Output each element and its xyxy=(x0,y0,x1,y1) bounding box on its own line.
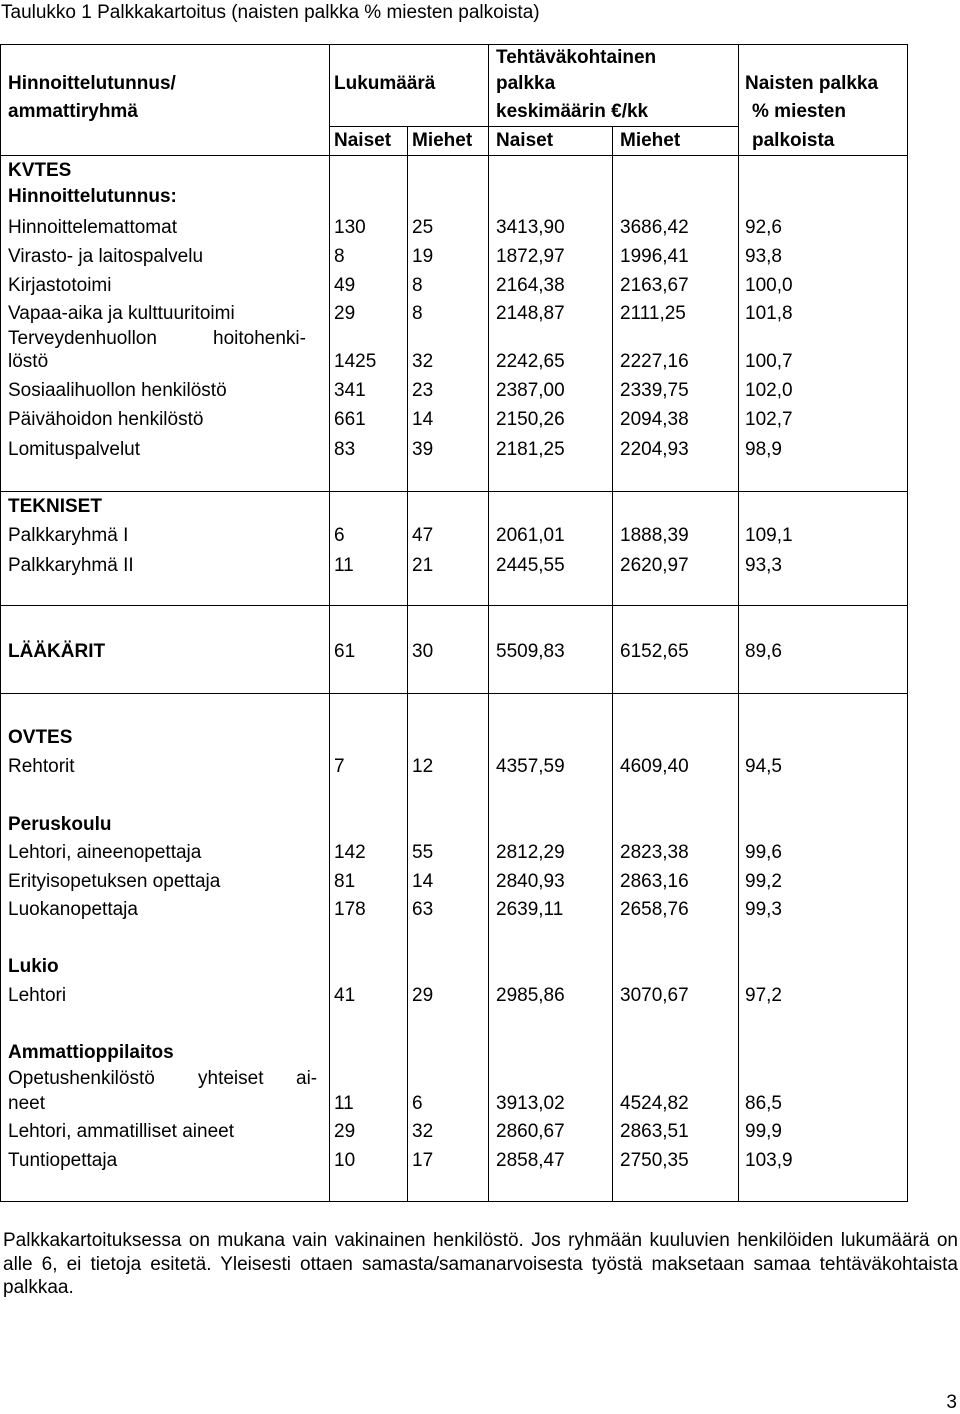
women-count: 6 xyxy=(334,525,345,546)
row-name-part: Terveydenhuollon xyxy=(8,328,157,349)
men-pay: 2163,67 xyxy=(620,275,689,296)
men-count: 30 xyxy=(412,641,434,662)
row-name: Rehtorit xyxy=(8,756,75,777)
header-pay: keskimäärin €/kk xyxy=(496,101,649,122)
men-count: 29 xyxy=(412,985,434,1006)
men-count: 21 xyxy=(412,555,434,576)
col-border xyxy=(329,44,330,1202)
row-name: löstö xyxy=(8,351,49,372)
section-heading: TEKNISET xyxy=(8,496,102,517)
header-pay: Tehtäväkohtainen xyxy=(496,47,657,68)
col-border xyxy=(612,126,613,1202)
women-pay: 2181,25 xyxy=(496,439,565,460)
men-pay: 2863,51 xyxy=(620,1121,689,1142)
women-count: 83 xyxy=(334,439,356,460)
row-name-part: yhteiset xyxy=(198,1068,264,1089)
row-name: Luokanopettaja xyxy=(8,899,138,920)
men-count: 32 xyxy=(412,351,434,372)
col-border xyxy=(0,44,1,1202)
men-count: 55 xyxy=(412,842,434,863)
pay-ratio: 92,6 xyxy=(745,217,782,238)
col-border xyxy=(407,126,408,1202)
row-name-part: hoitohenki- xyxy=(213,328,306,349)
table-caption: Taulukko 1 Palkkakartoitus (naisten palkka % miesten palkoista) xyxy=(1,2,540,23)
col-border xyxy=(488,44,489,1202)
row-name: Hinnoittelemattomat xyxy=(8,217,177,238)
men-pay: 2658,76 xyxy=(620,899,689,920)
pay-ratio: 93,3 xyxy=(745,555,782,576)
men-pay: 1996,41 xyxy=(620,246,689,267)
men-count: 14 xyxy=(412,409,434,430)
women-count: 41 xyxy=(334,985,356,1006)
pay-ratio: 86,5 xyxy=(745,1093,782,1114)
row-name: Palkkaryhmä II xyxy=(8,555,134,576)
row-name: Vapaa-aika ja kulttuuritoimi xyxy=(8,303,235,324)
section-heading: Hinnoittelutunnus: xyxy=(8,186,177,207)
men-count: 8 xyxy=(412,303,423,324)
row-name: Päivähoidon henkilöstö xyxy=(8,409,204,430)
women-count: 29 xyxy=(334,303,356,324)
men-pay: 2823,38 xyxy=(620,842,689,863)
col-border xyxy=(738,44,739,1202)
header-group: ammattiryhmä xyxy=(8,101,138,122)
row-name: Erityisopetuksen opettaja xyxy=(8,871,221,892)
men-pay: 2620,97 xyxy=(620,555,689,576)
col-border xyxy=(907,44,908,1202)
row-name: Virasto- ja laitospalvelu xyxy=(8,246,204,267)
subheader-divider xyxy=(329,126,739,127)
men-count: 14 xyxy=(412,871,434,892)
pay-ratio: 101,8 xyxy=(745,303,793,324)
pay-ratio: 102,0 xyxy=(745,380,793,401)
row-name: Palkkaryhmä I xyxy=(8,525,129,546)
women-count: 178 xyxy=(334,899,366,920)
section-divider xyxy=(0,491,908,492)
header-divider xyxy=(0,155,908,156)
section-divider xyxy=(0,693,908,694)
women-pay: 2812,29 xyxy=(496,842,565,863)
pay-ratio: 97,2 xyxy=(745,985,782,1006)
section-heading: Lukio xyxy=(8,956,59,977)
section-heading: OVTES xyxy=(8,727,73,748)
men-pay: 2227,16 xyxy=(620,351,689,372)
header-ratio: palkoista xyxy=(752,130,835,151)
women-pay: 2061,01 xyxy=(496,525,565,546)
header-men-count: Miehet xyxy=(412,130,473,151)
women-count: 29 xyxy=(334,1121,356,1142)
women-count: 11 xyxy=(334,555,354,576)
section-divider xyxy=(0,605,908,606)
pay-ratio: 89,6 xyxy=(745,641,782,662)
footnote: Palkkakartoituksessa on mukana vain vakinainen henkilöstö. Jos ryhmään kuuluvien henkilöiden lukumäärä on alle 6, ei tietoja esitetä. Yleisesti ottaen samasta/samanarvoisesta työstä maksetaan samaa tehtäväkohtaista palkkaa. xyxy=(3,1230,958,1298)
women-pay: 4357,59 xyxy=(496,756,565,777)
women-pay: 2639,11 xyxy=(496,899,564,920)
women-count: 10 xyxy=(334,1150,356,1171)
women-pay: 2445,55 xyxy=(496,555,565,576)
row-name: neet xyxy=(8,1093,45,1114)
pay-ratio: 102,7 xyxy=(745,409,793,430)
pay-ratio: 103,9 xyxy=(745,1150,793,1171)
women-count: 11 xyxy=(334,1093,354,1114)
pay-ratio: 100,7 xyxy=(745,351,793,372)
women-count: 661 xyxy=(334,409,366,430)
women-count: 1425 xyxy=(334,351,377,372)
page-number: 3 xyxy=(946,1392,957,1413)
men-pay: 4524,82 xyxy=(620,1093,689,1114)
row-name: Kirjastotoimi xyxy=(8,275,112,296)
men-pay: 2204,93 xyxy=(620,439,689,460)
women-pay: 2387,00 xyxy=(496,380,565,401)
row-name: Tuntiopettaja xyxy=(8,1150,118,1171)
women-count: 341 xyxy=(334,380,366,401)
women-pay: 2242,65 xyxy=(496,351,565,372)
men-pay: 2094,38 xyxy=(620,409,689,430)
section-heading: LÄÄKÄRIT xyxy=(8,641,106,662)
section-heading: Ammattioppilaitos xyxy=(8,1042,174,1063)
header-women-pay: Naiset xyxy=(496,130,554,151)
row-name: Lehtori xyxy=(8,985,67,1006)
women-pay: 2860,67 xyxy=(496,1121,565,1142)
women-count: 142 xyxy=(334,842,366,863)
women-count: 49 xyxy=(334,275,356,296)
women-count: 81 xyxy=(334,871,356,892)
men-pay: 2111,25 xyxy=(620,303,686,324)
pay-ratio: 98,9 xyxy=(745,439,782,460)
women-pay: 2150,26 xyxy=(496,409,565,430)
section-heading: KVTES xyxy=(8,160,72,181)
men-pay: 4609,40 xyxy=(620,756,689,777)
row-name: Lehtori, ammatilliset aineet xyxy=(8,1121,234,1142)
women-pay: 3413,90 xyxy=(496,217,565,238)
salary-table xyxy=(0,44,908,1202)
table-border-bottom xyxy=(0,1201,908,1202)
header-pay: palkka xyxy=(496,73,556,94)
row-name: Sosiaalihuollon henkilöstö xyxy=(8,380,227,401)
women-pay: 2148,87 xyxy=(496,303,565,324)
pay-ratio: 99,2 xyxy=(745,871,782,892)
women-pay: 3913,02 xyxy=(496,1093,565,1114)
men-count: 23 xyxy=(412,380,434,401)
section-heading: Peruskoulu xyxy=(8,814,112,835)
women-pay: 2985,86 xyxy=(496,985,565,1006)
women-count: 61 xyxy=(334,641,356,662)
men-pay: 3686,42 xyxy=(620,217,689,238)
men-count: 6 xyxy=(412,1093,423,1114)
row-name-part: Opetushenkilöstö xyxy=(8,1068,155,1089)
men-count: 25 xyxy=(412,217,434,238)
men-pay: 2863,16 xyxy=(620,871,689,892)
header-ratio: % miesten xyxy=(752,101,846,122)
men-pay: 2750,35 xyxy=(620,1150,689,1171)
men-count: 32 xyxy=(412,1121,434,1142)
men-pay: 1888,39 xyxy=(620,525,689,546)
women-count: 8 xyxy=(334,246,345,267)
men-count: 8 xyxy=(412,275,423,296)
header-men-pay: Miehet xyxy=(620,130,681,151)
table-border-top xyxy=(0,44,908,45)
women-pay: 2858,47 xyxy=(496,1150,565,1171)
men-count: 19 xyxy=(412,246,434,267)
women-count: 130 xyxy=(334,217,366,238)
women-pay: 2164,38 xyxy=(496,275,565,296)
men-count: 39 xyxy=(412,439,434,460)
men-count: 47 xyxy=(412,525,434,546)
pay-ratio: 99,9 xyxy=(745,1121,782,1142)
header-group: Hinnoittelutunnus/ xyxy=(8,73,176,94)
row-name-part: ai- xyxy=(296,1068,318,1089)
header-women-count: Naiset xyxy=(334,130,392,151)
men-pay: 3070,67 xyxy=(620,985,689,1006)
pay-ratio: 99,3 xyxy=(745,899,782,920)
pay-ratio: 94,5 xyxy=(745,756,782,777)
women-pay: 2840,93 xyxy=(496,871,565,892)
men-count: 12 xyxy=(412,756,434,777)
header-count: Lukumäärä xyxy=(334,73,436,94)
pay-ratio: 100,0 xyxy=(745,275,793,296)
pay-ratio: 109,1 xyxy=(745,525,793,546)
pay-ratio: 93,8 xyxy=(745,246,782,267)
men-pay: 2339,75 xyxy=(620,380,689,401)
men-pay: 6152,65 xyxy=(620,641,689,662)
women-pay: 5509,83 xyxy=(496,641,565,662)
men-count: 63 xyxy=(412,899,434,920)
women-count: 7 xyxy=(334,756,345,777)
row-name: Lehtori, aineenopettaja xyxy=(8,842,202,863)
men-count: 17 xyxy=(412,1150,434,1171)
women-pay: 1872,97 xyxy=(496,246,565,267)
header-ratio: Naisten palkka xyxy=(745,73,879,94)
pay-ratio: 99,6 xyxy=(745,842,782,863)
row-name: Lomituspalvelut xyxy=(8,439,141,460)
